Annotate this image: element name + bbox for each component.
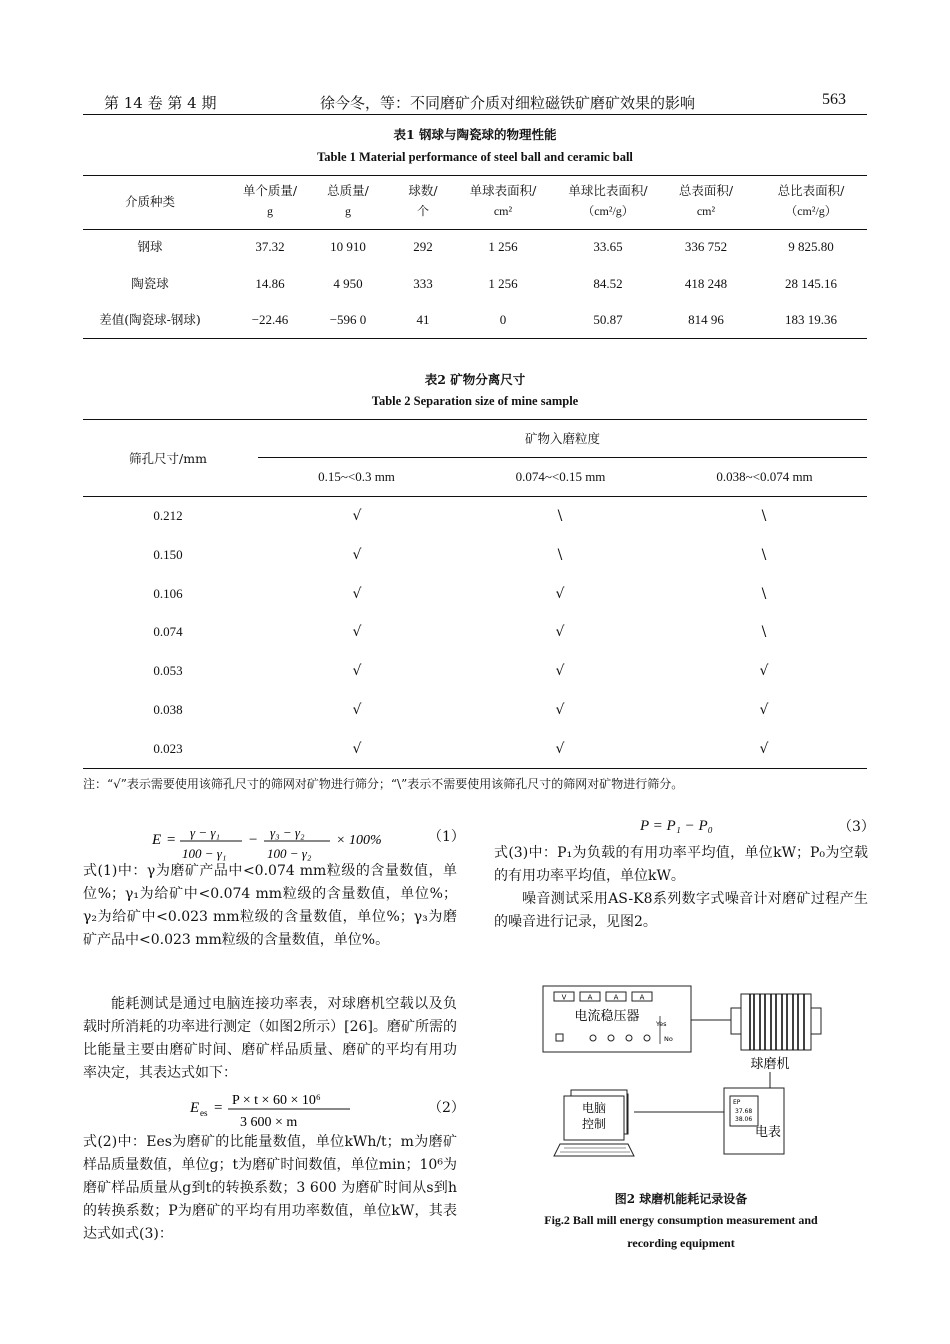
meter-screen-2: 38.06 bbox=[735, 1116, 753, 1123]
table2-sieve-size: 0.150 bbox=[153, 546, 183, 562]
equation-1-number: （1） bbox=[428, 829, 465, 845]
table1-cell: 9 825.80 bbox=[788, 239, 834, 254]
table1-cell: 336 752 bbox=[684, 239, 728, 254]
table2-bottom-rule bbox=[83, 768, 867, 769]
table2-group-rule bbox=[258, 457, 867, 458]
table1-bottom-rule bbox=[83, 338, 867, 339]
svg-text:es: es bbox=[200, 1108, 208, 1118]
table1-caption-cn: 表1 钢球与陶瓷球的物理性能 bbox=[393, 127, 557, 142]
table1-cell: 333 bbox=[413, 276, 433, 291]
table2-subhead-1: 0.15~<0.3 mm bbox=[318, 469, 395, 484]
power-meter-label: 电表 bbox=[754, 1125, 782, 1140]
table2-sieve-size: 0.106 bbox=[153, 585, 183, 601]
table2-mark: \ bbox=[761, 624, 767, 641]
meter-label-1: A bbox=[587, 993, 593, 1002]
table2-mark: √ bbox=[555, 740, 565, 757]
equation-3-number: （3） bbox=[838, 819, 875, 835]
svg-text:E: E bbox=[190, 1100, 200, 1116]
equation-2-description: 式(2)中：Ees为磨矿的比能量数值，单位kWh/t；m为磨矿样品质量数值，单位g；t为磨矿时间数值，单位min；10⁶为磨矿样品质量从g到t的转换系数；3 600 为磨矿时间从s到h的转换系数；P为磨矿的平均有用功率数值，单位kW，其表达式如式(3)： bbox=[83, 1134, 457, 1242]
table1-header-6: 总表面积/ cm² bbox=[678, 183, 734, 218]
figure2-caption-en-1: Fig.2 Ball mill energy consumption measurement and bbox=[544, 1213, 818, 1227]
table1-cell: 28 145.16 bbox=[785, 276, 837, 291]
figure-2 bbox=[538, 980, 828, 1174]
equation-2-svg bbox=[188, 1088, 368, 1134]
table2-sieve-size: 0.023 bbox=[153, 740, 183, 756]
svg-text:γ − γ₁: γ − γ₁ bbox=[190, 825, 221, 840]
table2-mark: √ bbox=[555, 624, 565, 641]
svg-text:3 600 × m: 3 600 × m bbox=[240, 1115, 298, 1130]
computer-label-1: 电脑 bbox=[581, 1101, 607, 1115]
svg-text:× 100%: × 100% bbox=[336, 833, 382, 848]
table1-header-3: 球数/ 个 bbox=[408, 183, 438, 218]
table1-header-4: 单球表面积/ cm² bbox=[469, 183, 537, 218]
table2-mark: √ bbox=[352, 508, 362, 524]
table1-cell: −22.46 bbox=[251, 312, 289, 327]
running-title: 徐今冬，等：不同磨矿介质对细粒磁铁矿磨矿效果的影响 bbox=[320, 94, 696, 112]
table1-cell: 814 96 bbox=[688, 312, 724, 327]
table1-caption-en: Table 1 Material performance of steel ball and ceramic ball bbox=[317, 150, 633, 164]
table1-cell: 10 910 bbox=[330, 239, 366, 254]
ball-mill-drawing bbox=[731, 994, 821, 1050]
svg-text:100 − γ₂: 100 − γ₂ bbox=[267, 846, 312, 861]
table1-header-7: 总比表面积/ （cm²/g） bbox=[777, 183, 845, 218]
table1-row-label: 钢球 bbox=[137, 239, 163, 254]
svg-text:γ₃ − γ₂: γ₃ − γ₂ bbox=[270, 825, 305, 840]
equation-3-description: 式(3)中：P₁为负载的有用功率平均值，单位kW；P₀为空载的有用功率平均值，单位kW。 bbox=[494, 845, 868, 884]
table2-mark: √ bbox=[555, 663, 565, 680]
stabilizer-label: 电流稳压器 bbox=[574, 1009, 640, 1024]
table2-subhead-3: 0.038~<0.074 mm bbox=[716, 469, 813, 484]
table2-mark: \ bbox=[761, 508, 767, 524]
table1-row-label: 陶瓷球 bbox=[131, 276, 169, 291]
equation-3: P = P₁ − P₀ bbox=[640, 818, 713, 834]
table2-group-header: 矿物入磨粒度 bbox=[524, 431, 600, 446]
table1-cell: 50.87 bbox=[593, 312, 623, 327]
ball-mill-label: 球磨机 bbox=[750, 1057, 790, 1072]
table2-mark: √ bbox=[352, 546, 362, 563]
table2-sieve-size: 0.212 bbox=[153, 508, 183, 523]
meter-label-3: A bbox=[639, 993, 645, 1002]
svg-text:P × t × 60 × 10⁶: P × t × 60 × 10⁶ bbox=[232, 1093, 321, 1108]
energy-test-paragraph: 能耗测试是通过电脑连接功率表，对球磨机空载以及负载时所消耗的功率进行测定（如图2所示）[26]。磨矿所需的比能量主要由磨矿时间、磨矿样品质量、磨矿的平均有用功率决定，其表达式如下： bbox=[83, 996, 457, 1081]
table2-header-rule bbox=[83, 496, 867, 497]
table2-sieve-size: 0.038 bbox=[153, 702, 183, 717]
equation-2-number: （2） bbox=[428, 1100, 465, 1116]
meter-screen-1: 37.68 bbox=[735, 1108, 753, 1115]
meter-label-2: A bbox=[613, 993, 619, 1002]
table2-mark: √ bbox=[759, 702, 769, 718]
computer-label-2: 控制 bbox=[581, 1117, 607, 1131]
table2-mark: √ bbox=[352, 740, 362, 757]
table1-cell: 0 bbox=[499, 312, 507, 327]
noise-test-paragraph: 噪音测试采用AS-K8系列数字式噪音计对磨矿过程产生的噪音进行记录，见图2。 bbox=[494, 891, 868, 930]
figure2-caption-en-2: recording equipment bbox=[627, 1236, 735, 1250]
table2-caption-cn: 表2 矿物分离尺寸 bbox=[424, 372, 526, 387]
figure2-caption-cn: 图2 球磨机能耗记录设备 bbox=[614, 1192, 748, 1206]
svg-text:=: = bbox=[214, 1100, 223, 1116]
table2-mark: √ bbox=[555, 585, 565, 602]
table1-cell: 41 bbox=[416, 312, 430, 327]
table2-mark: √ bbox=[759, 663, 769, 680]
table1-header-0: 介质种类 bbox=[124, 194, 175, 209]
meter-label-0: V bbox=[561, 993, 567, 1002]
table1-cell: 292 bbox=[413, 239, 433, 254]
no-label: No bbox=[664, 1035, 673, 1043]
table2-mark: \ bbox=[557, 508, 563, 524]
table1-row-label: 差值(陶瓷球-钢球) bbox=[99, 312, 201, 327]
table2-mark: \ bbox=[557, 546, 563, 563]
table2-sieve-size: 0.053 bbox=[153, 663, 183, 679]
journal-volume: 第 14 卷 第 4 期 bbox=[104, 94, 217, 112]
table2-sieve-size: 0.074 bbox=[153, 624, 183, 640]
table1-cell: 84.52 bbox=[593, 276, 623, 291]
power-meter-drawing bbox=[724, 1088, 784, 1154]
yes-label: Yes bbox=[656, 1020, 667, 1028]
header-rule bbox=[83, 114, 867, 115]
computer-drawing bbox=[554, 1090, 634, 1156]
table1-cell: 1 256 bbox=[488, 276, 518, 291]
table1-header-1: 单个质量/ g bbox=[242, 183, 298, 218]
table1-cell: 183 19.36 bbox=[785, 312, 837, 327]
table1-top-rule bbox=[83, 175, 867, 176]
equation-1 bbox=[150, 822, 410, 862]
table2-subhead-2: 0.074~<0.15 mm bbox=[515, 469, 606, 484]
table1-cell: 4 950 bbox=[333, 276, 363, 291]
page-number: 563 bbox=[822, 91, 846, 108]
table1-cell: 33.65 bbox=[593, 239, 623, 254]
table2-top-rule bbox=[83, 419, 867, 420]
table2-note: 注：“√”表示需要使用该筛孔尺寸的筛网对矿物进行筛分；“\”表示不需要使用该筛孔尺寸的筛网对矿物进行筛分。 bbox=[83, 777, 684, 791]
svg-text:100 − γ₁: 100 − γ₁ bbox=[182, 846, 227, 861]
table2-mark: √ bbox=[352, 663, 362, 680]
table2-mark: √ bbox=[352, 585, 362, 602]
meter-screen-0: EP bbox=[733, 1099, 741, 1106]
svg-text:E: E bbox=[152, 832, 162, 848]
table1-header-rule bbox=[83, 229, 867, 230]
table2-mark: √ bbox=[759, 740, 769, 757]
svg-text:=: = bbox=[166, 832, 177, 848]
table2-col0-header: 筛孔尺寸/mm bbox=[129, 451, 207, 466]
table1-cell: 418 248 bbox=[684, 276, 728, 291]
table1-cell: −596 0 bbox=[329, 312, 367, 327]
table2-caption-en: Table 2 Separation size of mine sample bbox=[371, 394, 579, 408]
table2-mark: √ bbox=[352, 624, 362, 641]
svg-text:−: − bbox=[248, 832, 259, 848]
table2-mark: \ bbox=[761, 546, 767, 563]
table1-cell: 1 256 bbox=[488, 239, 518, 254]
table2-mark: √ bbox=[555, 702, 565, 718]
table1-cell: 37.32 bbox=[255, 239, 285, 254]
table2-mark: √ bbox=[352, 702, 362, 718]
figure-2-diagram bbox=[538, 980, 828, 1170]
table1-header-2: 总质量/ g bbox=[327, 183, 369, 218]
equation-1-description: 式(1)中：γ为磨矿产品中<0.074 mm粒级的含量数值，单位%；γ₁为给矿中<0.074 mm粒级的含量数值，单位%；γ₂为给矿中<0.023 mm粒级的含量数值，单位%；γ₃为磨矿产品中<0.023 mm粒级的含量数值，单位%。 bbox=[83, 863, 457, 948]
table1-cell: 14.86 bbox=[255, 276, 285, 291]
table2-mark: \ bbox=[761, 585, 767, 602]
table1-header-5: 单球比表面积/ （cm²/g） bbox=[568, 183, 648, 218]
